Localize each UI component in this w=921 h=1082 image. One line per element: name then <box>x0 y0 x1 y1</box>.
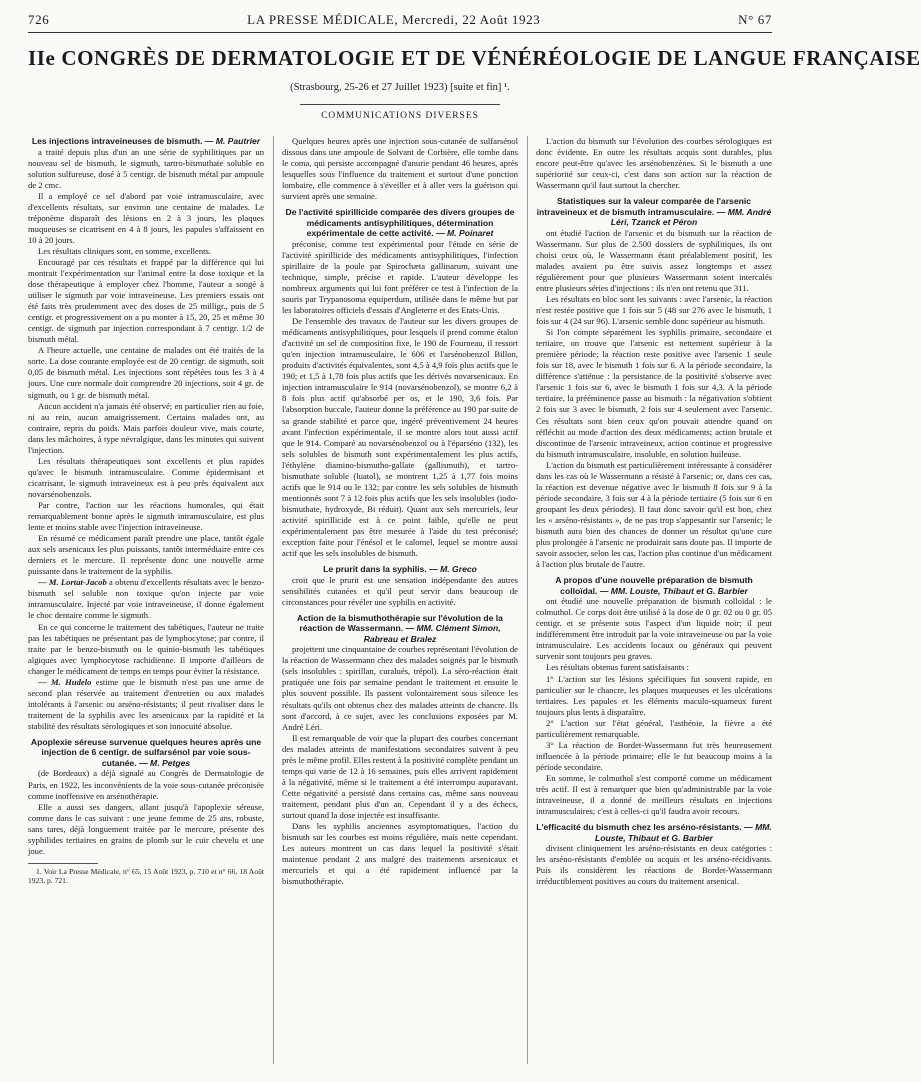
paragraph: En résumé ce médicament paraît prendre une place, tantôt égale aux sels arsenicaux les plus puissants, tantôt intermédiaire entre ces derniers et le mercure. Il représente donc une nouvelle arme puissante dans le traitement de la syphilis. <box>28 533 264 577</box>
column-2 <box>282 136 518 1064</box>
journal-name-date: LA PRESSE MÉDICALE, Mercredi, 22 Août 1923 <box>247 12 541 27</box>
article-title: IIe CONGRÈS DE DERMATOLOGIE ET DE VÉNÉRÉOLOGIE DE LANGUE FRANÇAISE <box>28 46 921 70</box>
paragraph: En somme, le colmuthol s'est comporté comme un médicament très actif. Il est à remarquer que bien qu'administrable par la voie intraveineuse, il a donné de meilleurs résultats en injections intramusculaires; c'est à celles-ci qu'il faudra avoir recours. <box>536 772 772 817</box>
paragraph: croit que le prurit est une sensation indépendante des autres sensibilités cutanées et qu'il peut servir dans beaucoup de circonstances pour révéler une syphilis en activité. <box>282 574 518 607</box>
section-heading: Le prurit dans la syphilis. — M. Greco <box>323 564 477 575</box>
column-divider <box>527 136 528 1064</box>
paragraph: 2° L'action sur l'état général, l'asthénie, la fièvre a été particulièrement remarquable. <box>536 717 772 739</box>
paragraph: divisent cliniquement les arséno-résistants en deux catégories : les arséno-résistants d'emblée ou acquis et les arséno-récidivants. Puis ils considèrent les réactions de Bordet-Wassermann irréductiblement positives au cours du traitement arsenical. <box>536 843 772 887</box>
paragraph: En ce qui concerne le traitement des tabétiques, l'auteur ne traite pas les tabétiques ne présentant pas de lymphocytose; par contre, il traite par le benzo-bismuth ou le quinio-bismuth les tabétiques algiques avec lymphocytose rachidienne. Il importe d'ailleurs de changer le médicament de temps en temps pour éviter la résistance. <box>28 621 264 676</box>
paragraph: Il a employé ce sel d'abord par voie intramusculaire, avec d'excellents résultats, sur environ une centaine de malades. Le tréponème disparaît des lésions en 2 à 3 jours, les plaques muqueuses se cicatrisent en 4 à 8 jours, les papules s'affaissent en 10 à 20 jours. <box>28 190 264 245</box>
column-divider <box>273 136 274 1064</box>
section-heading: Statistiques sur la valeur comparée de l'arsenic intraveineux et de bismuth intramusculaire. — MM. André Léri, Tzanck et Péron <box>536 196 772 228</box>
paragraph: Dans les syphilis anciennes asymptomatiques, l'action du bismuth sur les courbes est moins régulière, mais nette cependant. Les auteurs montrent un cas dans lequel la positivité s'était maintenue pendant 2 ans malgré des traitements arsenicaux et mercuriels et qui a été rapidement influencé par la bismuthothérapie. <box>282 821 518 887</box>
paragraph: (de Bordeaux) a déjà signalé au Congrès de Dermatologie de Paris, en 1922, les inconvénients de la voie sous-cutanée préconisée comme inoffensive en arsénothérapie. <box>28 768 264 801</box>
section-heading: L'efficacité du bismuth chez les arséno-résistants. — MM. Louste, Thibaut et G. Barbier <box>536 822 772 843</box>
issue-number: N° 67 <box>738 12 772 27</box>
paragraph: préconise, comme test expérimental pour l'étude en série de l'activité spirillicide des médicaments antisyphilitiques, l'infection spirillaire de la poule par Spirochæta gallinarum, suivant une technique, simple, précise et rapide. L'auteur développe les nombreux arguments qui lui font préférer ce test à l'infection de la souris par Trypanosoma equiperdum, utilisée dans le même but par les laboratoires officiels d'essais d'Angleterre et des Etats-Unis. <box>282 238 518 316</box>
section-heading: Apoplexie séreuse survenue quelques heures après une injection de 6 centigr. de sulfarsénol par voie sous-cutanée. — M. Petges <box>30 736 262 768</box>
paragraph: L'action du bismuth sur l'évolution des courbes sérologiques est donc évidente. En outre les résultats acquis sont durables, plus encore peut-être qu'avec les arsénobenzènes. Si le bismuth a une supériorité sur ceux-ci, c'est dans son action sur la réaction de Wassermann qu'il faut surtout la chercher. <box>536 136 772 191</box>
article-subtitle: (Strasbourg, 25-26 et 27 Juillet 1923) [suite et fin] ¹. <box>290 82 510 93</box>
paragraph: A l'heure actuelle, une centaine de malades ont été traités de la sorte. La dose courante employée est de 20 centigr. de sigmuth, soit 0,05 de bismuth métal. Les injections sont répétées tous les 3 à 4 jours. Une cure normale doit comprendre 20 injections, soit 4 gr. de sigmuth, ou 1 gr. de bismuth métal. <box>28 345 264 400</box>
paragraph: Quelques heures après une injection sous-cutanée de sulfarsénol dissous dans une ampoule de Solvant de Corbière, elle tombe dans le coma, qui persiste accompagné d'anurie pendant 46 heures, après lesquelles sous l'influence du traitement et surtout d'une ponction lombaire, elle commence à s'éveiller et à aller vers la guérison qui survient après une semaine. <box>282 136 518 202</box>
paragraph: ont étudié l'action de l'arsenic et du bismuth sur la réaction de Wassermann. Sur plus de 2.500 dossiers de syphilitiques, ils ont choisi ceux où, le Wassermann étant préalablement positif, les malades avaient pu être suivis assez longtemps et assez régulièrement pour que plusieurs Wassermann soient intercalés entre plusieurs séries d'injections : ils n'en ont retenu que 311. <box>536 227 772 293</box>
section-heading: A propos d'une nouvelle préparation de bismuth colloïdal. — MM. Louste, Thibaut et G. Barbier <box>555 575 753 596</box>
paragraph: Les résultats obtenus furent satisfaisants : <box>546 662 689 673</box>
section-heading: Action de la bismuthothérapie sur l'évolution de la réaction de Wassermann. — MM. Clément Simon, Rabreau et Bralez <box>297 612 503 644</box>
title-rule <box>300 104 500 105</box>
paragraph: projettent une cinquantaine de courbes représentant l'évolution de la réaction de Wassermann chez des malades soignés par le bismuth (sels insolubles : spirillan, curalués, trépol). La séro-réaction était pratiquée une fois par semaine pendant le traitement et ensuite le plus souvent possible. Ils passent volontairement sous silence les résultats qu'ils ont obtenus chez des malades atteints de chancre. Ils sont d'accord, à ce sujet, avec les conclusions exposées par M. André Léri. <box>282 644 518 732</box>
paragraph: a traité depuis plus d'un an une série de syphilitiques par un nouveau sel de bismuth, le sigmuth, tartro-bismuthate soluble en solution sulfureuse, dosé à 5 centigr. de bismuth métal par ampoule de 2 cmc. <box>28 146 264 190</box>
section-heading: De l'activité spirillicide comparée des divers groupes de médicaments antisyphilitiques, détermination expérimentale de cette activité. — M. Poinaret <box>285 207 515 239</box>
section-title: COMMUNICATIONS DIVERSES <box>321 111 479 121</box>
paragraph: — M. Hudelo estime que le bismuth n'est pas une arme de second plan réservée au traitement d'entretien ou aux malades intolérants à l'arsenic ou arséno-résistants; il peut rivaliser dans le traitement de la syphilis avec les arsenicaux par la rapidité et la stabilité des résultats sérologiques et son innocuité absolue. <box>28 676 264 731</box>
paragraph: Aucun accident n'a jamais été observé; en particulier rien au foie, ni au rein, aucun amaigrissement. Certains malades ont, au contraire, repris du poids. Mais parfois douleur vive, mais courte, dans les mâchoires, à type névralgique, dans les minutes qui suivent l'injection. <box>28 400 264 455</box>
paragraph: Si l'on compte séparément les syphilis primaire, secondaire et tertiaire, on trouve que l'arsenic est nettement supérieur à la première période; la réaction reste positive avec l'arsenic 1 seule fois sur 18, avec le bismuth 1 fois sur 6. A la période secondaire, la différence s'atténue : la persistance de la positivité s'observe avec l'arsenic 1 fois sur 6, avec le bismuth 1 fois sur 4,3. A la période tertiaire, la prééminence passe au bismuth : la négativation s'obtient 2 fois sur 3 avec le bismuth, 2 fois sur 4 seulement avec l'arsenic. Ces résultats sont bien ceux qu'on pouvait attendre quand on réfléchit au mode d'action des deux médicaments; action brutale et discontinue de l'arsenic intraveineux, action continue et progressive du bismuth intramusculaire, insoluble, en solution huileuse. <box>536 327 772 459</box>
column-3 <box>536 136 772 1064</box>
column-1 <box>28 136 264 1064</box>
paragraph: 1° L'action sur les lésions spécifiques fut souvent rapide, en particulier sur le chancre, les plaques muqueuses et les ulcérations tertiaires. Les papules et les éléments maculo-squameux furent toujours plus lents à disparaître. <box>536 673 772 717</box>
paragraph: ont étudié une nouvelle préparation de bismuth colloïdal : le colmuthol. Ce corps doit être utilisé à la dose de 0 gr. 02 ou 0 gr. 05 centigr. et se présente sous l'aspect d'un liquide noir; il peut indifféremment être introduit par la voie intraveineuse ou par la voie intramusculaire. Les accidents locaux ou généraux qui peuvent survenir sont toujours peu graves. <box>536 596 772 662</box>
running-head <box>28 8 772 33</box>
paragraph: L'action du bismuth est particulièrement intéressante à considérer dans les cas où le Wassermann a résisté à l'arsenic; or, dans ces cas, la réaction est devenue négative avec le bismuth 8 fois sur 9 à la période secondaire, 3 fois sur 4 à la période tertiaire (5 fois sur 6 en groupant les deux périodes). Il faut donc savoir qu'il est bon, chez les « arséno-résistants », de ne pas trop s'appesantir sur l'arsenic; le bismuth aura bien des chances de donner un résultat qu'une cure plus prolongée à l'arsenic ne produirait sans doute pas. Il importe de savoir associer, selon les cas, l'action plus continue d'un médicament à l'action plus brutale de l'autre. <box>536 459 772 570</box>
page-number: 726 <box>28 12 50 27</box>
paragraph: Par contre, l'action sur les réactions humorales, qui était remarquablement bonne après le sigmuth intramusculaire, est plus lente et moins stable avec l'injection intraveineuse. <box>28 500 264 533</box>
paragraph: Les résultats thérapeutiques sont excellents et plus rapides qu'avec le bismuth intramusculaire. Comme épidermisant et cicatrisant, le sigmuth intraveineux est à peu près équivalent aux novarsénobenzols. <box>28 455 264 499</box>
section-heading: Les injections intraveineuses de bismuth. — M. Pautrier <box>31 136 261 146</box>
paragraph: Les résultats cliniques sont, en somme, excellents. <box>38 245 212 256</box>
paragraph: Encouragé par ces résultats et frappé par la différence qui lui montrait l'expérimentation sur l'animal entre la dose toxique et la dose thérapeutique à employer chez l'homme, l'auteur a songé à utiliser le sigmuth par voie intraveineuse. Les premiers essais ont été faits très prudemment avec des doses de 25 milligr., puis de 5 centigr. et progressivement on a pu monter à 15, 20, 25 et même 30 centigr. de sigmuth par injection correspondant à 7 centigr. 1/2 de bismuth métal. <box>28 256 264 345</box>
paragraph: 3° La réaction de Bordet-Wassermann fut très heureusement influencée à la période primaire; elle le fut beaucoup moins à la période secondaire. <box>536 739 772 772</box>
paragraph: Les résultats en bloc sont les suivants : avec l'arsenic, la réaction n'est restée positive que 1 fois sur 5 (48 sur 276 avec le bismuth, 1 fois sur 4 (24 sur 96). L'arsenic semble donc supérieur au bismuth. <box>536 294 772 327</box>
footnote: 1. Voir La Presse Médicale, n° 65, 15 Août 1923, p. 710 et n° 66, 18 Août 1923, p. 721. <box>28 866 264 886</box>
paragraph: De l'ensemble des travaux de l'auteur sur les divers groupes de médicaments antisyphilitiques, pour lesquels il prend comme étalon d'activité un sel de composition fixe, le 190 de Fourneau, il ressort qu'en injection intramusculaire, le 606 et l'arsénobenzol Billon, produits d'activités équivalentes, sont 4,5 à 4,9 fois plus actifs que le 190; et 1,5 à 1,78 fois plus actifs que les dérivés novarsenicaux. En injection intramusculaire le 914 (novarsénobenzol), se montre 6,2 à 8 fois plus actif qu'absorbé per os, et le 190, 3,6 fois. Par l'absorption buccale, l'auteur donne la préférence au 190 par suite de sa grande stabilité et parce que, ingéré préventivement 24 heures avant l'infection expérimentale, il se montre alors tout aussi actif que le 914. Comparé au novarsénobenzol ou à l'éparséno (132), les sels solubles de bismuth sont expérimentalement les plus actifs, l'éthylène diamino-bismutho-gallate (gallismuth), et tartro-bismuthate soluble (luatol), se montrent 1,25 à 1,77 fois moins actifs que le 914 ou le 132; par contre les sels solubles de bismuth mentionnés sont 7 à 12 fois plus actifs que les sels insolubles (iodo-bismuthate, hydroxyde, Bi réduit). Quant aux sels mercuriels, leur activité spirillicide est à ce point faible, qu'elle ne peut expérimentalement pas être mesurée à l'aide du test préconisé; exception faite pour l'énésol et le calomel, lequel se montre aussi actif que les sels insolubles de bismuth. <box>282 316 518 559</box>
paragraph: Il est remarquable de voir que la plupart des courbes concernant des malades atteints de manifestations secondaires suivent à peu près le même profil. Elles restent à la positivité complète pendant un temps qui varie de 12 à 16 semaines, puis elles arrivent rapidement à la négativité, même si le traitement a été interrompu auparavant. Cette négativité a persisté dans certains cas, même sans nouveau traitement, pendant plus d'un an. Cependant il y a des échecs, surtout quand la dose injectée est insuffisante. <box>282 732 518 820</box>
footnote-rule <box>28 863 98 864</box>
paragraph: Elle a aussi ses dangers, allant jusqu'à l'apoplexie séreuse, comme dans le cas suivant : une jeune femme de 25 ans, robuste, sans tares, déjà longuement traitée par le mercure, présente des syphilides tertiaires en grains de plomb sur le cuir chevelu et une joue. <box>28 801 264 856</box>
paragraph: — M. Lortat-Jacob a obtenu d'excellents résultats avec le benzo-bismuth sel soluble non toxique qu'on injecte par voie intramusculaire. Injecté par voie intraveineuse, il donne également le choc dentaire comme le sigmuth. <box>28 577 264 621</box>
